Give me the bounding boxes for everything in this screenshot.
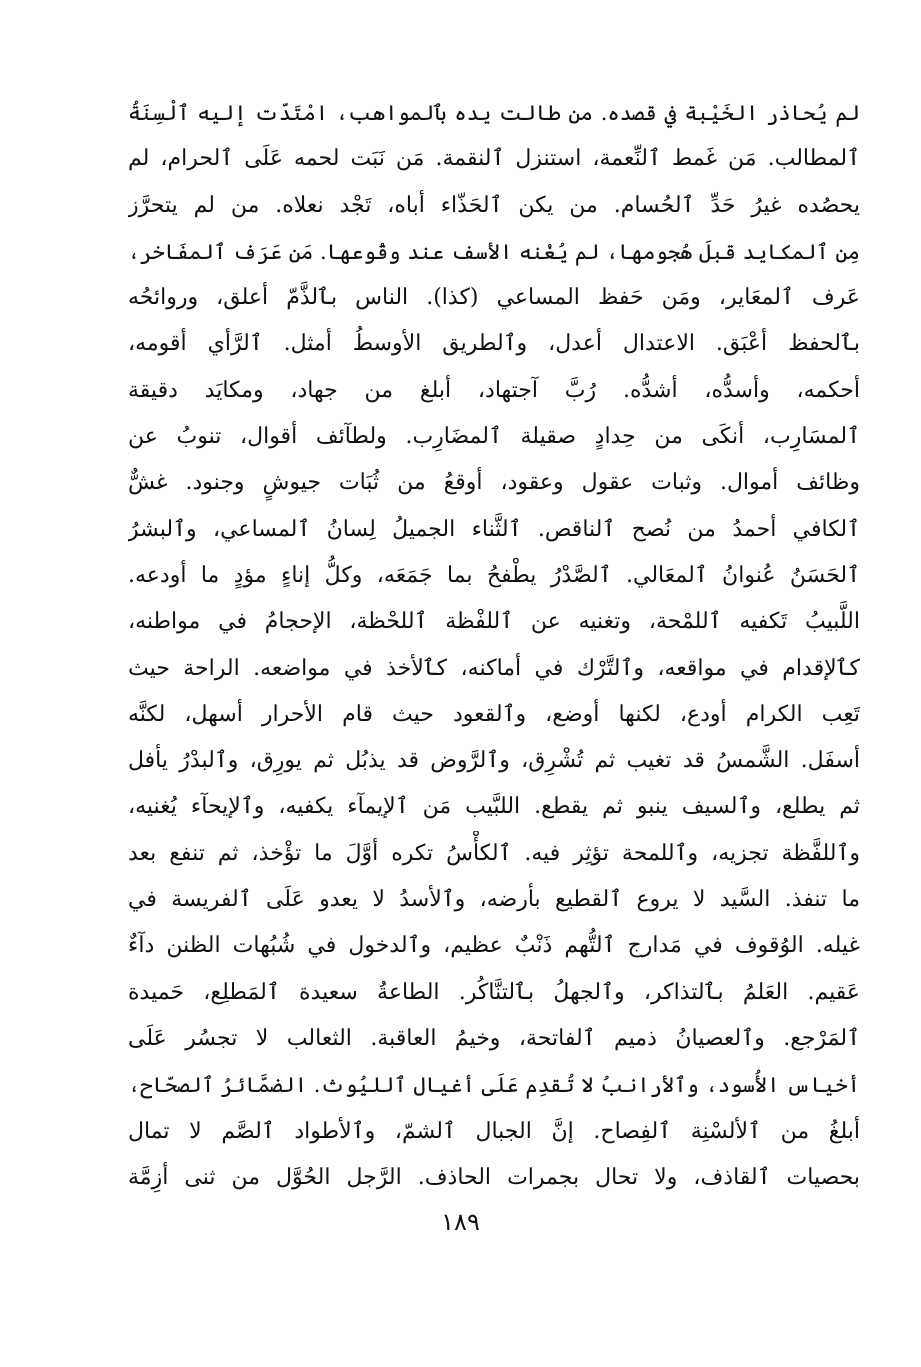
- text-line-20: عَقيم. العَلمُ بٱلتذاكر، وٱلجهلُ بٱلتنَّاكُر. الطاعةُ سعيدة ٱلمَطلِع، حَميدة: [128, 979, 860, 1005]
- text-line-9: وظائف أموال. وثبات عقول وعقود، أوقعُ من ثُبَات جيوشٍ وجنود. غشٌّ: [128, 470, 860, 496]
- text-line-21: ٱلمَرْجع. وٱلعصيانُ ذميم ٱلفاتحة، وخيمُ العاقبة. الثعالب لا تجسُر عَلَى: [128, 1025, 860, 1051]
- text-line-16: ثم يطلع، وٱلسيف ينبو ثم يقطع. اللبَّيب مَن ٱلإيمآء يكفيه، وٱلإيحآء يُغنيه،: [128, 794, 860, 820]
- text-line-11: ٱلحَسَنُ عُنوانُ ٱلمعَالي. ٱلصَّدْرُ يطْفحُ بما جَمَعَه، وكلُّ إناءٍ مؤدٍ ما أودعه.: [128, 562, 860, 588]
- text-line-18: ما تنفذ. السَّيد لا يروع ٱلقطيع بأرضه، وٱلأسدُ لا يعدو عَلَى ٱلفريسة في: [128, 887, 860, 913]
- text-line-22: أخياس الأُسود، وٱلأرانبُ لا تُقدِم عَلَى أغيال ٱلليُوث. الضمَّائرُ ٱلصحّاح،: [128, 1073, 860, 1098]
- text-line-15: أسفَل. الشَّمسُ قد تغيب ثم تُشْرِق، وٱلرَّوض قد يذبُل ثم يورِق، وٱلبدْرُ يأفل: [128, 748, 860, 774]
- page-number: ١٨٩: [441, 1208, 480, 1236]
- text-line-1: لم يُحاذر الخَيْبة في قصده. من طالت يده بٱلمواهب، امْتَدّت إليه ٱلْسِنَةُ: [128, 101, 860, 125]
- text-line-5: عَرف ٱلمعَاير، ومَن حَفظ المساعي (كذا). الناس بٱلذَّمّ أعلق، وروائحُه: [128, 285, 860, 311]
- text-line-19: غيله. الوُقوف في مَدارج ٱلتُّهم ذَنْبٌ عظيم، وٱلدخول في شُبُهات الظنن دآءٌ: [128, 933, 860, 959]
- text-line-8: ٱلمسَارِب، أنكَى من حِدادٍ صقيلة ٱلمضَارِب. ولطآئف أقوال، تنوبُ عن: [128, 424, 860, 450]
- text-line-10: ٱلكافي أحمدُ من نُصح ٱلناقص. ٱلثَّناء الجميلُ لِسانُ ٱلمساعي، وٱلبشرُ: [128, 516, 860, 542]
- text-line-24: بحصيات ٱلقاذف، ولا تحال بجمرات الحاذف. الرَّجل الحُوَّل من ثنى أزِمَّة: [128, 1164, 860, 1190]
- text-line-6: بٱلحفظ أعْبَق. الاعتدال أعدل، وٱلطريق الأوسطُ أمثل. ٱلرَّأي أقومه،: [128, 331, 860, 357]
- text-line-12: اللَّبيبُ تَكفيه ٱللمْحة، وتغنيه عن ٱللفْظة ٱللحْظة، الإحجامُ في مواطنه،: [128, 609, 860, 635]
- text-line-2: ٱلمطالب. مَن غَمط ٱلنِّعمة، استنزل ٱلنقمة. مَن نَبَت لحمه عَلَى ٱلحرام، لم: [128, 146, 860, 172]
- text-line-3: يحصُده غيرُ حَدِّ ٱلحُسام. من يكن ٱلحَذّاء أباه، تَجْد نعلاه. من لم يتحرَّز: [128, 192, 860, 218]
- text-line-14: تَعِب الكرام أودع، لكنها أوضع، وٱلقعود حيث قام الأحرار أسهل، لكنَّه: [128, 701, 860, 727]
- text-line-23: أبلغُ من ٱلألسْنِة ٱلفِصاح. إنَّ الجبال ٱلشمّ، وٱلأطواد ٱلصَّم لا تمال: [128, 1118, 860, 1144]
- text-line-4: مِن ٱلمكايد قبلَ هُجومها، لم يُغْنه الأسف عند وقُوعها. مَن عَرَف ٱلمفَاخر،: [128, 239, 860, 264]
- text-line-7: أحكمه، وأسدُّه، أشدُّه. رُبَّ آجتهاد، أبلغ من جهاد، ومكايَد دقيقة: [128, 377, 860, 403]
- body-text: [128, 90, 860, 1201]
- text-line-17: وٱللفَّظة تجزيه، وٱللمحة تؤثِر فيه. ٱلكأْسُ تكره أوَّلَ ما تؤْخذ، ثم تنفع بعد: [128, 840, 860, 866]
- text-line-13: كٱلإقدام في مواقعه، وٱلتَّرْك في أماكنه، كٱلأخذ في مواضعه. الراحة حيث: [128, 655, 860, 681]
